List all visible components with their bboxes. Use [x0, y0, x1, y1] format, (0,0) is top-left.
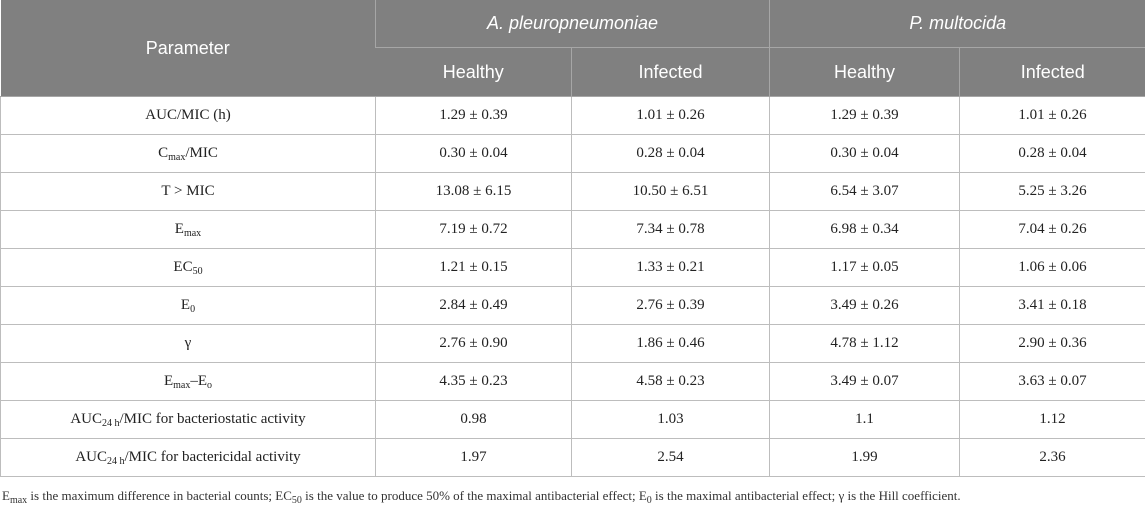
table-row	[1, 401, 1145, 439]
table-row	[1, 325, 1145, 363]
cell-b-infected: 1.12	[960, 401, 1145, 439]
cell-a-healthy: 0.98	[376, 401, 572, 439]
cell-b-infected: 2.90 ± 0.36	[960, 325, 1145, 363]
row-label-subscript: max	[168, 152, 186, 163]
cell-a-healthy: 2.76 ± 0.90	[376, 325, 572, 363]
cell-b-healthy: 1.1	[770, 401, 960, 439]
row-label-main: E	[174, 221, 184, 237]
cell-a-healthy: 7.19 ± 0.72	[376, 211, 572, 249]
cell-b-healthy: 6.98 ± 0.34	[770, 211, 960, 249]
row-label-subscript-2: o	[207, 380, 213, 391]
row-label	[1, 135, 376, 173]
cell-b-infected: 3.41 ± 0.18	[960, 287, 1145, 325]
footnote-subscript: 50	[291, 495, 302, 506]
row-label-rest: /MIC for bactericidal activity	[124, 449, 301, 465]
row-label	[1, 249, 376, 287]
row-label-main: EC	[173, 259, 193, 275]
row-label	[1, 439, 376, 477]
table-row	[1, 173, 1145, 211]
cell-a-infected: 1.01 ± 0.26	[572, 97, 770, 135]
row-label	[1, 287, 376, 325]
cell-a-healthy: 0.30 ± 0.04	[376, 135, 572, 173]
cell-a-healthy: 1.29 ± 0.39	[376, 97, 572, 135]
cell-b-infected: 3.63 ± 0.07	[960, 363, 1145, 401]
cell-a-healthy: 2.84 ± 0.49	[376, 287, 572, 325]
footnote-part: is the maximum difference in bacterial counts; EC	[27, 488, 292, 503]
cell-a-healthy: 13.08 ± 6.15	[376, 173, 572, 211]
header-species-b: P. multocida	[770, 0, 1145, 48]
footnote-part: is the value to produce 50% of the maximal antibacterial effect; E	[301, 488, 647, 503]
row-label-subscript: max	[173, 380, 191, 391]
row-label: γ	[1, 325, 376, 363]
cell-a-healthy: 4.35 ± 0.23	[376, 363, 572, 401]
table-footnote	[2, 488, 1145, 504]
cell-b-healthy: 1.99	[770, 439, 960, 477]
row-label-rest: /MIC	[185, 145, 218, 161]
table-row	[1, 249, 1145, 287]
cell-a-infected: 10.50 ± 6.51	[572, 173, 770, 211]
cell-a-infected: 2.54	[572, 439, 770, 477]
cell-b-healthy: 0.30 ± 0.04	[770, 135, 960, 173]
table-row	[1, 287, 1145, 325]
cell-a-infected: 7.34 ± 0.78	[572, 211, 770, 249]
cell-b-healthy: 4.78 ± 1.12	[770, 325, 960, 363]
table-row	[1, 439, 1145, 477]
row-label-rest: –E	[190, 373, 208, 389]
header-a-infected: Infected	[572, 48, 770, 97]
cell-b-healthy: 1.17 ± 0.05	[770, 249, 960, 287]
row-label-subscript: 24 h	[106, 456, 125, 467]
row-label-subscript: 24 h	[101, 418, 120, 429]
header-a-healthy: Healthy	[376, 48, 572, 97]
row-label-main: E	[180, 297, 191, 313]
cell-b-healthy: 6.54 ± 3.07	[770, 173, 960, 211]
cell-b-infected: 5.25 ± 3.26	[960, 173, 1145, 211]
row-label	[1, 211, 376, 249]
row-label: T > MIC	[1, 173, 376, 211]
footnote-part: is the maximal antibacterial effect; γ is the Hill coefficient.	[651, 488, 961, 503]
row-label-main: AUC	[75, 449, 107, 465]
header-b-healthy: Healthy	[770, 48, 960, 97]
cell-b-infected: 1.01 ± 0.26	[960, 97, 1145, 135]
header-b-infected: Infected	[960, 48, 1145, 97]
table-row	[1, 135, 1145, 173]
cell-b-infected: 7.04 ± 0.26	[960, 211, 1145, 249]
cell-a-healthy: 1.97	[376, 439, 572, 477]
header-row-species	[1, 0, 1145, 48]
cell-a-infected: 4.58 ± 0.23	[572, 363, 770, 401]
row-label: AUC/MIC (h)	[1, 97, 376, 135]
table-row	[1, 363, 1145, 401]
footnote-subscript: 0	[646, 495, 652, 506]
cell-a-infected: 1.86 ± 0.46	[572, 325, 770, 363]
table-row	[1, 211, 1145, 249]
row-label-rest: /MIC for bacteriostatic activity	[119, 411, 306, 427]
cell-b-healthy: 3.49 ± 0.07	[770, 363, 960, 401]
cell-a-infected: 1.33 ± 0.21	[572, 249, 770, 287]
row-label-subscript: 50	[192, 266, 203, 277]
row-label-subscript: max	[183, 228, 202, 239]
cell-a-healthy: 1.21 ± 0.15	[376, 249, 572, 287]
cell-b-infected: 0.28 ± 0.04	[960, 135, 1145, 173]
header-parameter: Parameter	[1, 0, 376, 97]
row-label-main: E	[163, 373, 174, 389]
cell-b-healthy: 3.49 ± 0.26	[770, 287, 960, 325]
cell-a-infected: 1.03	[572, 401, 770, 439]
cell-b-infected: 2.36	[960, 439, 1145, 477]
row-label-main: AUC	[70, 411, 102, 427]
cell-b-healthy: 1.29 ± 0.39	[770, 97, 960, 135]
cell-a-infected: 0.28 ± 0.04	[572, 135, 770, 173]
row-label	[1, 363, 376, 401]
row-label	[1, 401, 376, 439]
row-label-main: C	[158, 145, 169, 161]
row-label-subscript: 0	[190, 304, 196, 315]
header-species-a: A. pleuropneumoniae	[376, 0, 770, 48]
cell-a-infected: 2.76 ± 0.39	[572, 287, 770, 325]
footnote-part: E	[2, 488, 10, 503]
table-row	[1, 97, 1145, 135]
footnote-subscript: max	[9, 495, 28, 506]
cell-b-infected: 1.06 ± 0.06	[960, 249, 1145, 287]
